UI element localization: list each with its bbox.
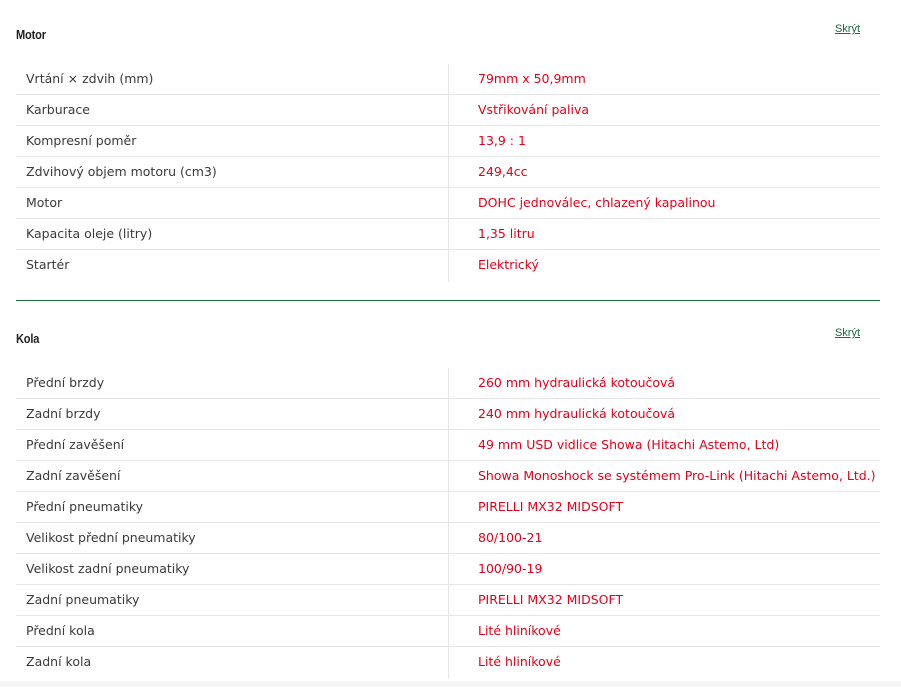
- spec-label: Přední kola: [26, 623, 95, 638]
- spec-value: Vstřikování paliva: [478, 102, 590, 117]
- spec-value: PIRELLI MX32 MIDSOFT: [478, 499, 624, 514]
- section-title: Kola: [16, 331, 40, 346]
- spec-label: Zdvihový objem motoru (cm3): [26, 164, 217, 179]
- column-divider: [448, 64, 449, 95]
- spec-label: Motor: [26, 195, 63, 210]
- table-row: [16, 126, 880, 157]
- spec-value: Elektrický: [478, 257, 539, 272]
- table-row: [16, 157, 880, 188]
- spec-value: DOHC jednoválec, chlazený kapalinou: [478, 195, 716, 210]
- spec-value: PIRELLI MX32 MIDSOFT: [478, 592, 624, 607]
- spec-label: Přední zavěšení: [26, 437, 125, 452]
- spec-table-motor: [16, 64, 880, 281]
- spec-label: Kompresní poměr: [26, 133, 137, 148]
- spec-table-kola: [16, 368, 880, 678]
- spec-label: Zadní brzdy: [26, 406, 101, 421]
- table-row: [16, 616, 880, 647]
- spec-label: Kapacita oleje (litry): [26, 226, 153, 241]
- table-row: [16, 399, 880, 430]
- section-header: [16, 327, 880, 361]
- column-divider: [448, 554, 449, 585]
- table-row: [16, 523, 880, 554]
- spec-label: Přední brzdy: [26, 375, 105, 390]
- spec-value: 249,4cc: [478, 164, 528, 179]
- column-divider: [448, 399, 449, 430]
- section-title: Motor: [16, 27, 46, 42]
- column-divider: [448, 188, 449, 219]
- spec-label: Zadní pneumatiky: [26, 592, 140, 607]
- column-divider: [448, 616, 449, 647]
- column-divider: [448, 492, 449, 523]
- table-row: [16, 585, 880, 616]
- spec-value: 79mm x 50,9mm: [478, 71, 586, 86]
- spec-value: 100/90-19: [478, 561, 543, 576]
- spec-label: Vrtání × zdvih (mm): [26, 71, 154, 86]
- column-divider: [448, 523, 449, 554]
- column-divider: [448, 647, 449, 679]
- section-kola: [16, 327, 880, 361]
- spec-label: Velikost přední pneumatiky: [26, 530, 196, 545]
- spec-label: Karburace: [26, 102, 90, 117]
- spec-value: 13,9 : 1: [478, 133, 526, 148]
- table-row: [16, 64, 880, 95]
- spec-value: Lité hliníkové: [478, 654, 561, 669]
- spec-value: 49 mm USD vidlice Showa (Hitachi Astemo, Ltd): [478, 437, 780, 452]
- spec-value: 240 mm hydraulická kotoučová: [478, 406, 676, 421]
- table-row: [16, 95, 880, 126]
- spec-value: 260 mm hydraulická kotoučová: [478, 375, 676, 390]
- table-row: [16, 430, 880, 461]
- section-header: [16, 23, 880, 57]
- spec-label: Přední pneumatiky: [26, 499, 144, 514]
- column-divider: [448, 126, 449, 157]
- spec-label: Zadní zavěšení: [26, 468, 121, 483]
- table-row: [16, 461, 880, 492]
- column-divider: [448, 219, 449, 250]
- hide-section-link[interactable]: Skrýt: [834, 327, 860, 339]
- table-row: [16, 250, 880, 281]
- section-motor: [16, 23, 880, 57]
- spec-value: Showa Monoshock se systémem Pro-Link (Hitachi Astemo, Ltd.): [478, 468, 876, 483]
- column-divider: [448, 585, 449, 616]
- column-divider: [448, 461, 449, 492]
- table-row: [16, 368, 880, 399]
- spec-value: 1,35 litru: [478, 226, 535, 241]
- column-divider: [448, 95, 449, 126]
- spec-label: Zadní kola: [26, 654, 92, 669]
- column-divider: [448, 157, 449, 188]
- spec-label: Velikost zadní pneumatiky: [26, 561, 190, 576]
- table-row: [16, 554, 880, 585]
- column-divider: [448, 368, 449, 399]
- hide-section-link[interactable]: Skrýt: [834, 23, 860, 35]
- table-row: [16, 492, 880, 523]
- table-row: [16, 219, 880, 250]
- table-row: [16, 647, 880, 678]
- column-divider: [448, 430, 449, 461]
- spec-value: 80/100-21: [478, 530, 543, 545]
- page-bottom-edge: [0, 681, 901, 687]
- column-divider: [448, 250, 449, 282]
- section-divider: [16, 300, 880, 301]
- table-row: [16, 188, 880, 219]
- spec-value: Lité hliníkové: [478, 623, 561, 638]
- spec-label: Startér: [26, 257, 70, 272]
